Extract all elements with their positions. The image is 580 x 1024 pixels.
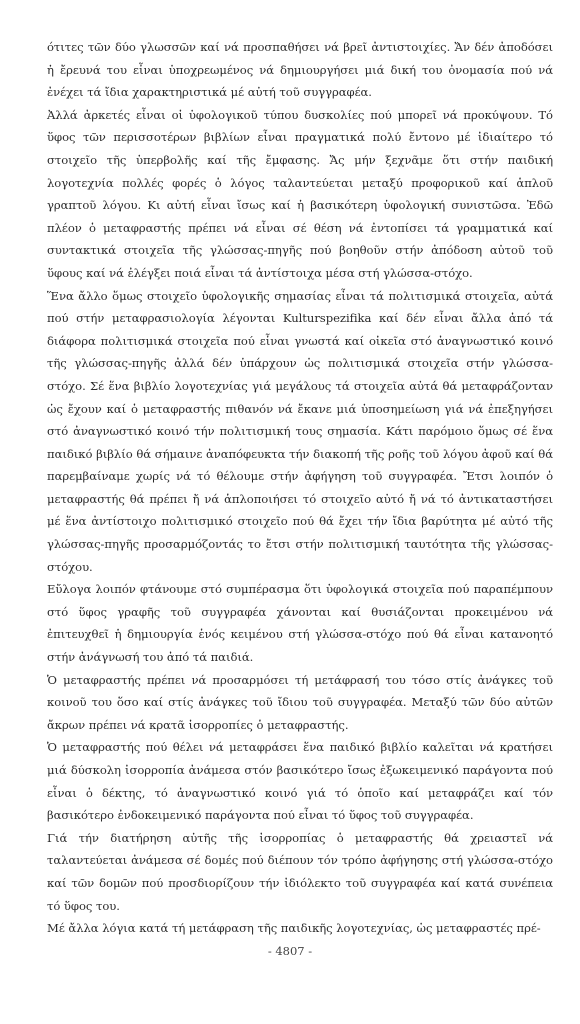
body-text (47, 36, 553, 940)
page-number: - 4807 - (267, 944, 313, 958)
paragraph-6: Ὁ μεταφραστής πού θέλει νά μεταφράσει ἕνα παιδικό βιβλίο καλεῖται νά κρατήσει μιά δύσκολη ἰσορροπία ἀνάμεσα στόν βασικότερο ἴσως ἐξωκειμενικό παράγοντα πού εἶναι ὁ δέκτης, τό ἀναγνωστικό κοινό γιά τό ὁποῖο καί μεταφράζει καί τόν βασικότερο ἐνδοκειμενικό παράγοντα πού εἶναι τό ὕφος τοῦ συγγραφέα. (47, 740, 553, 823)
paragraph-3: Ἕνα ἄλλο ὅμως στοιχεῖο ὑφολογικῆς σημασίας εἶναι τά πολιτισμικά στοιχεῖα, αὐτά πού στήν μεταφρασιολογία λέγονται Kulturspezifika καί δέν εἶναι ἄλλα ἀπό τά διάφορα πολιτισμικά στοιχεῖα πού εἶναι γνωστά καί οἰκεῖα στό ἀναγνωστικό κοινό τῆς γλώσσας-πηγῆς ἀλλά δέν ὑπάρχουν ὡς πολιτισμικά στοιχεῖα στήν γλώσσα-στόχο. Σέ ἕνα βιβλίο λογοτεχνίας γιά μεγάλους τά στοιχεῖα αὐτά θά μεταφράζονταν ὡς ἔχουν καί ὁ μεταφραστής πιθανόν νά ἔκανε μιά ὑποσημείωση γιά νά ἐπεξηγήσει στό ἀναγνωστικό κοινό τήν πολιτισμική τους σημασία. Κάτι παρόμοιο ὅμως σέ ἕνα παιδικό βιβλίο θά σήμαινε ἀναπόφευκτα τήν διακοπή τῆς ροῆς τοῦ λόγου ἀφοῦ καί θά παρεμβαίναμε χωρίς νά τό θέλουμε στήν ἀφήγηση τοῦ συγγραφέα. Ἔτσι λοιπόν ὁ μεταφραστής θά πρέπει ἤ νά ἁπλοποιήσει τό στοιχεῖο αὐτό ἤ νά τό ἀντικαταστήσει μέ ἕνα ἀντίστοιχο πολιτισμικό στοιχεῖο πού θά ἔχει τήν ἴδια βαρύτητα μέ αὐτό τῆς γλώσσας-πηγῆς προσαρμόζοντάς το ἔτσι στήν πολιτισμική ταυτότητα τῆς γλώσσας-στόχου. (47, 288, 553, 574)
paragraph-7: Γιά τήν διατήρηση αὐτῆς τῆς ἰσορροπίας ὁ μεταφραστής θά χρειαστεῖ νά ταλαντεύεται ἀνάμεσα σέ δομές πού διέπουν τόν τρόπο ἀφήγησης στή γλώσσα-στόχο καί τῶν δομῶν πού προσδιορίζουν τήν ἰδιόλεκτο τοῦ συγγραφέα καί κατά συνέπεια τό ὕφος του. (47, 830, 553, 913)
paragraph-5: Ὁ μεταφραστής πρέπει νά προσαρμόσει τή μετάφρασή του τόσο στίς ἀνάγκες τοῦ κοινοῦ του ὅσο καί στίς ἀνάγκες τοῦ ἴδιου τοῦ συγγραφέα. Μεταξύ τῶν δύο αὐτῶν ἄκρων πρέπει νά κρατᾶ ἰσορροπίες ὁ μεταφραστής. (47, 672, 553, 732)
paragraph-1: ότιτες τῶν δύο γλωσσῶν καί νά προσπαθήσει νά βρεῖ ἀντιστοιχίες. Ἄν δέν ἀποδόσει ἡ ἔρευνά του εἶναι ὑποχρεωμένος νά δημιουργήσει μιά δική του ὀνομασία πού νά ἐνέχει τά ἴδια χαρακτηριστικά μέ αὐτή τοῦ συγγραφέα. (47, 40, 553, 100)
paragraph-2: Ἀλλά ἀρκετές εἶναι οἱ ὑφολογικοῦ τύπου δυσκολίες πού μπορεῖ νά προκύψουν. Τό ὕφος τῶν περισσοτέρων βιβλίων εἶναι πραγματικά πολύ ἔντονο μέ ἰδιαίτερο τό στοιχεῖο τῆς ὑπερβολῆς καί τῆς ἔμφασης. Ἄς μήν ξεχνᾶμε ὅτι στήν παιδική λογοτεχνία πολλές φορές ὁ λόγος ταλαντεύεται μεταξύ προφορικοῦ καί ἁπλοῦ γραπτοῦ λόγου. Κι αὐτή εἶναι ἴσως καί ἡ βασικότερη ὑφολογική συνιστῶσα. Ἐδῶ πλέον ὁ μεταφραστής πρέπει νά εἶναι σέ θέση νά ἐντοπίσει τά γραμματικά καί συντακτικά στοιχεῖα τῆς γλώσσας-πηγῆς πού βοηθοῦν στήν ἀπόδοση αὐτοῦ τοῦ ὕφους καί νά ἐλέγξει ποιά εἶναι τά ἀντίστοιχα μέσα στή γλώσσα-στόχο. (47, 107, 553, 280)
paragraph-8: Μέ ἄλλα λόγια κατά τή μετάφραση τῆς παιδικῆς λογοτεχνίας, ὡς μεταφραστές πρέ- (47, 921, 541, 936)
paragraph-4: Εὔλογα λοιπόν φτάνουμε στό συμπέρασμα ὅτι ὑφολογικά στοιχεῖα πού παραπέμπουν στό ὕφος γραφῆς τοῦ συγγραφέα χάνονται καί θυσιάζονται προκειμένου νά ἐπιτευχθεῖ ἡ δημιουργία ἑνός κειμένου στή γλώσσα-στόχο πού θά εἶναι κατανοητό στήν ἀνάγνωσή του ἀπό τά παιδιά. (47, 582, 553, 665)
